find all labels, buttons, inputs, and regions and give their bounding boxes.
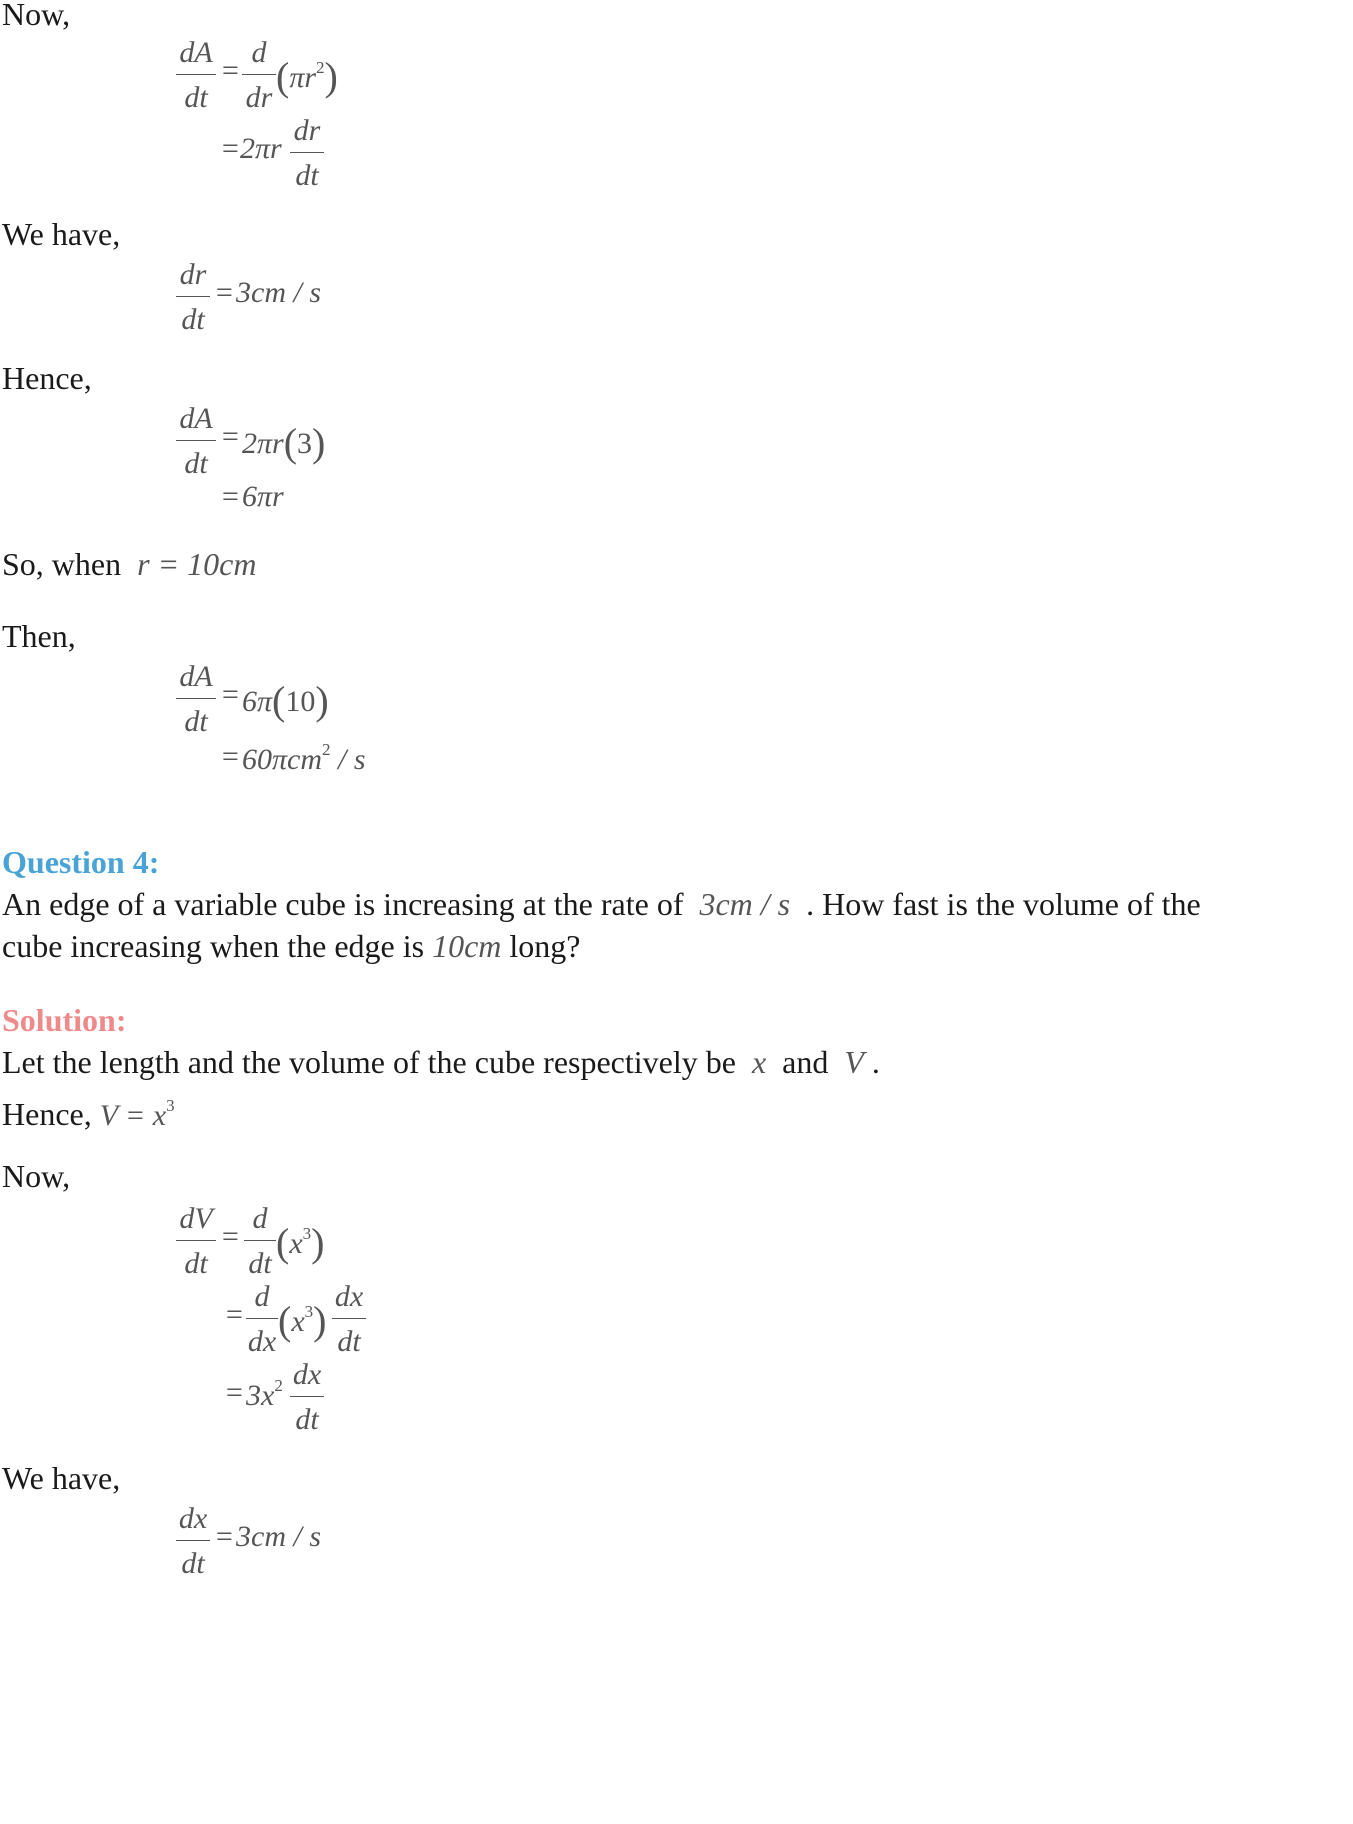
- text-we-have-1: We have,: [2, 216, 121, 252]
- expr-6-pi-r: 6πr: [242, 480, 284, 513]
- expr-3x-squared: $3x^2$: [246, 1376, 283, 1412]
- expr-3cm-per-s: 3cm / s: [236, 1520, 321, 1553]
- equals-sign: =: [220, 1220, 241, 1253]
- fraction-dA-dt: dA dt: [176, 36, 216, 115]
- fraction-dx-dt: dx dt: [290, 1358, 324, 1437]
- text-now-1: Now,: [2, 0, 71, 32]
- question-text-line-1: An edge of a variable cube is increasing at the rate of 3cm / s . How fast is the volume of the: [2, 886, 1201, 922]
- fraction-dr-dt: dr dt: [290, 114, 324, 193]
- expr-6-pi-times-10: 6π(10): [242, 678, 329, 723]
- solution-text-line-2: Hence, $V = x^3$: [2, 1096, 175, 1132]
- fraction-dr-dt: dr dt: [176, 258, 210, 337]
- expr-3cm-per-s: 3cm / s: [236, 276, 321, 309]
- equals-sign: =: [214, 1520, 235, 1553]
- equals-sign: =: [220, 740, 241, 773]
- text-hence-1: Hence,: [2, 360, 92, 396]
- equals-sign: =: [224, 1376, 245, 1409]
- question-heading: Question 4:: [2, 844, 160, 880]
- equals-sign: =: [220, 54, 241, 87]
- fraction-dx-dt: dx dt: [176, 1502, 210, 1581]
- fraction-d-dt: d dt: [244, 1202, 276, 1281]
- equals-sign: =: [224, 1298, 245, 1331]
- question-text-line-2: cube increasing when the edge is 10cm long?: [2, 928, 581, 964]
- equals-sign: =: [220, 132, 241, 165]
- text-we-have-2: We have,: [2, 1460, 121, 1496]
- text-then: Then,: [2, 618, 76, 654]
- solution-text-line-1: Let the length and the volume of the cube respectively be x and V .: [2, 1044, 880, 1080]
- equals-sign: =: [214, 276, 235, 309]
- solution-heading: Solution:: [2, 1002, 127, 1038]
- expr-60-pi-cm2-per-s: 60πcm$^2$ / s: [242, 740, 366, 776]
- fraction-d-dx: d dx: [247, 1280, 277, 1358]
- fraction-dA-dt: dA dt: [176, 660, 216, 739]
- fraction-d-dr: d dr: [242, 36, 276, 115]
- fraction-dA-dt: dA dt: [176, 402, 216, 481]
- equals-sign: =: [220, 678, 241, 711]
- fraction-dx-dt: dx dt: [332, 1280, 366, 1359]
- text-now-2: Now,: [2, 1158, 71, 1194]
- expr-2-pi-r-times-3: 2πr(3): [242, 420, 326, 465]
- equals-sign: =: [220, 420, 241, 453]
- expr-pi-r-squared: $(\pi r^2)$: [276, 54, 338, 99]
- expr-x-cubed: $(x^3)$: [276, 1220, 325, 1265]
- text-so-when: So, when r = 10cm: [2, 546, 257, 582]
- fraction-dV-dt: dV dt: [176, 1202, 216, 1281]
- expr-x-cubed: $(x^3)$: [278, 1298, 327, 1343]
- equals-sign: =: [220, 480, 241, 513]
- expr-2-pi-r: 2πr: [240, 132, 282, 165]
